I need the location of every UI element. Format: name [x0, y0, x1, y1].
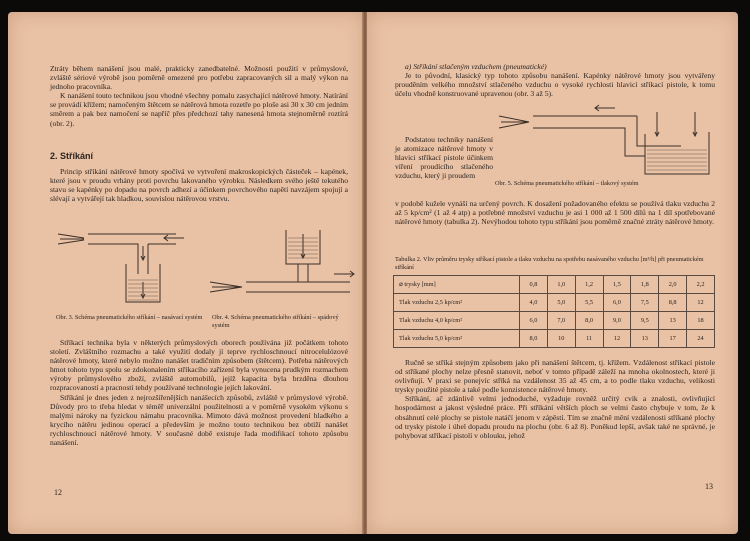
table-2: [393, 275, 715, 348]
right-bottom-text: [395, 358, 715, 440]
page-number-left: 12: [54, 488, 62, 497]
subheading: a) Stříkání stlačeným vzduchem (pneumatické): [405, 62, 547, 71]
table-cell: 12: [687, 294, 715, 312]
paragraph: K nanášení touto technikou jsou vhodné všechny pomalu zasychající nátěrové hmoty. Natírání se provádí křížem; namočeným štětcem se nátěrová hmota rozetře po ploše asi 30 x 30 cm jedním směrem a pak bez namočení se napříč přes předchozí tahy nanesená hmota stejnoměrně roztírá (obr. 2).: [50, 91, 348, 128]
table-row-label: Tlak vzduchu 5,0 kp/cm²: [394, 330, 520, 348]
table-cell: 2,2: [687, 276, 715, 294]
table-row: [394, 312, 715, 330]
table-cell: 7,5: [631, 294, 659, 312]
paragraph: Stříkání je dnes jeden z nejrozšířenějších nanášecích způsobů, zvláště v průmyslové výrobě. Důvody pro to třeba hledat v téměř univerzální použitelnosti a v poměrně vysokém výkonu s malými nároky na fyzickou námahu pracovníka. Mimoto dává možnost provedení hladkého a krycího nátěru jedinou operací a především je možno touto technikou bez obtíží nanášet rychloschnoucí nátěrové hmoty. V současné době existuje řada modifikací tohoto způsobu nanášení.: [50, 392, 348, 448]
table-cell: 24: [687, 330, 715, 348]
right-mid-text: [395, 199, 715, 226]
table-row: [394, 276, 715, 294]
paragraph: Ztráty během nanášení jsou malé, prakticky zanedbatelné. Možnosti použití v průmyslové, zvláště sériové výrobě jsou poměrně omezené pro potřebu zapracovaných sil a malý výkon na jednoho pracovníka.: [50, 64, 348, 92]
paragraph: v podobě kužele vynáší na určený povrch. K dosažení požadovaného efektu se používá tlaku vzduchu 2 až 5 kp/cm² (1 až 4 atp) a potřebné množství vzduchu je asi 1 000 až 1 500 dílů na 1 díl spotřebované nátěrové hmoty (tabulka 2). Nevýhodou tohoto typu stříkání jsou poměrně značné ztráty nátěrové hmoty.: [395, 199, 715, 227]
table-row-label: Tlak vzduchu 4,0 kp/cm²: [394, 312, 520, 330]
table-row-label: ⌀ trysky [mm]: [394, 276, 520, 294]
paragraph: Je to původní, klasický typ tohoto způsobu nanášení. Kapénky nátěrové hmoty jsou vytvářeny prouděním velkého množství stlačeného vzduchu o vysoké rychlosti hlavicí stříkací pistole, k tomu účelu vhodně konstruované upravenou (obr. 3 až 5).: [395, 71, 715, 99]
left-bottom-text: [50, 338, 348, 447]
table-cell: 6,0: [520, 312, 548, 330]
table-cell: 12: [603, 330, 631, 348]
table-row: [394, 294, 715, 312]
table-row-label: Tlak vzduchu 2,5 kp/cm²: [394, 294, 520, 312]
table-cell: 4,0: [520, 294, 548, 312]
table-cell: 11: [575, 330, 603, 348]
table-cell: 5,0: [547, 294, 575, 312]
table-row: [394, 330, 715, 348]
table-cell: 8,8: [659, 294, 687, 312]
table-cell: 13: [659, 312, 687, 330]
table-cell: 17: [659, 330, 687, 348]
table-cell: 0,8: [520, 276, 548, 294]
table-cell: 7,0: [547, 312, 575, 330]
figure-3-caption: Obr. 3. Schéma pneumatického stříkání – nasávací systém: [56, 314, 203, 321]
section-heading: 2. Stříkání: [50, 151, 94, 161]
table-cell: 1,5: [603, 276, 631, 294]
table-cell: 13: [631, 330, 659, 348]
paragraph: Princip stříkání nátěrové hmoty spočívá ve vytvoření makroskopických částeček – kapének, které jsou v proudu vrhány proti povrchu lakovaného výrobku. Následkem svého ještě tekutého stavu se kapénky po dopadu na povrch adhezí a účinkem povrchového napětí navzájem spojují a slévají a vytvářejí tak hladkou, souvislou nátěrovou vrstvu.: [50, 167, 348, 204]
figure-5-diagram: [495, 102, 717, 188]
paragraph: Ručně se stříká stejným způsobem jako při nanášení štětcem, tj. křížem. Vzdálenost stříkací pistole od stříkané plochy nelze přesně stanovit, neboť v tomto případě záleží na mnoha okolnostech, které ji ovlivňují. V praxi se ponejvíc stříká na vzdálenost 35 až 45 cm, a to podle tlaku vzduchu, velikosti trysky použité pistole a také podle konzistence nátěrové hmoty.: [395, 358, 715, 395]
table-cell: 18: [687, 312, 715, 330]
table-cell: 1,8: [631, 276, 659, 294]
page-number-right: 13: [705, 482, 713, 491]
table-cell: 8,0: [575, 312, 603, 330]
figure-3-diagram: [56, 224, 206, 312]
table-caption: Tabulka 2. Vliv průměru trysky stříkací pistole a tlaku vzduchu na spotřebu nasávaného vzduchu [m³/h] při pneumatickém stříkání: [395, 256, 704, 271]
figure-4-caption: Obr. 4. Schéma pneumatického stříkání – spádový systém: [212, 314, 339, 329]
table-cell: 9,5: [631, 312, 659, 330]
paragraph: Stříkání, ač zdánlivě velmi jednoduché, vyžaduje rovněž určitý cvik a znalosti, ovlivňující hospodárnost a jakost výsledné práce. Při stříkání větších ploch se velmi často chybuje v tom, že k obsáhnutí celé plochy se pistole natáčí jenom v zápěstí. Tím se značně mění vzdálenosti stříkané plochy od trysky pistole i úhel dopadu proudu na plochu (obr. 6 až 8). Poněkud lepší, avšak také ne správné, je pohybovat stříkací pistolí v oblouku, jehož: [395, 394, 715, 440]
intro-text: [50, 167, 348, 203]
right-narrow-text: [395, 135, 493, 180]
paragraph: Podstatou techniky nanášení je atomizace nátěrové hmoty v hlavici stříkací pistole účinkem víření proudícího stlačeného vzduchu, který ji proudem: [395, 135, 493, 181]
figure-5-caption: Obr. 5. Schéma pneumatického stříkání – tlakový systém: [495, 180, 639, 187]
figure-4-diagram: [206, 224, 356, 312]
left-top-text: [50, 64, 348, 128]
table-cell: 6,0: [603, 294, 631, 312]
paragraph: Stříkací technika byla v některých průmyslových oborech používána již počátkem tohoto století. Zvláštního rozmachu a také využití dodaly jí teprve rychloschnoucí nitrocelulózové nátěrové hmoty, které nebylo možno nanášet tradičním způsobem (štětcem). Potřeba nátěrových hmot tohoto typu spolu se zdokonalením stříkacího zařízení byla vynucena prudkým rozmachem výroby průmyslového zboží, zvláště automobilů, jejíž kapacita byla brzděna dlouhou rozpracovaností a pracností tehdy používané technologie jejích lakování.: [50, 338, 348, 393]
table-cell: 9,0: [603, 312, 631, 330]
table-cell: 2,0: [659, 276, 687, 294]
right-top-text: [395, 62, 715, 98]
table-cell: 1,2: [575, 276, 603, 294]
table-cell: 10: [547, 330, 575, 348]
table-cell: 5,5: [575, 294, 603, 312]
right-page: [367, 12, 738, 534]
table-cell: 1,0: [547, 276, 575, 294]
table-cell: 8,0: [520, 330, 548, 348]
left-page: [8, 12, 364, 534]
